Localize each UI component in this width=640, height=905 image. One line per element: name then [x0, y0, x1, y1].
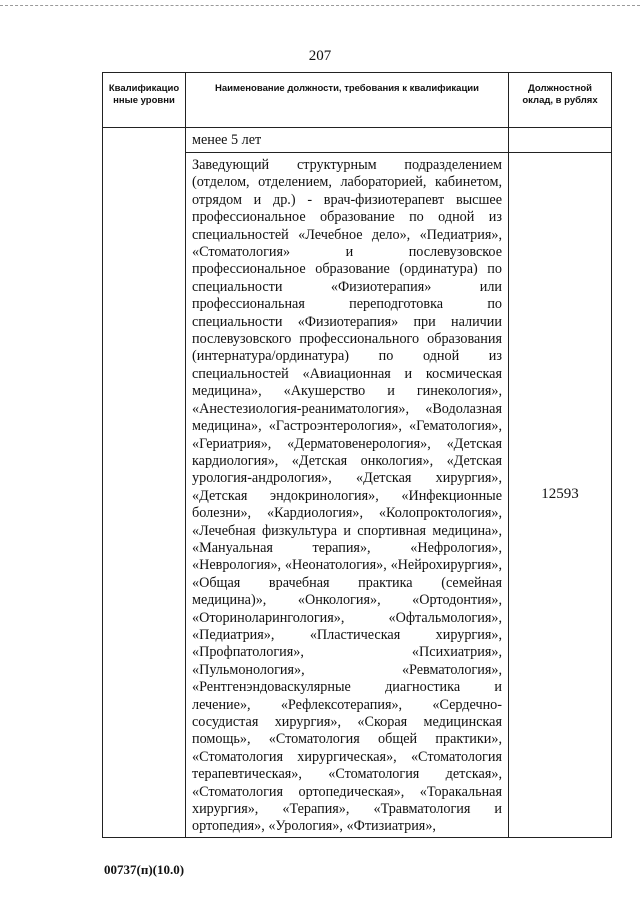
salary-cell — [509, 153, 612, 838]
requirements-text: Заведующий структурным подразделением (отделом, отделением, лабораторией, кабинетом, отрядом и др.) - врач-физиотерапевт высшее профессиональное образование по одной из специальностей «Лечебное дело», «Педиатрия», «Стоматология» и послевузовское профессиональное образование (ординатура) по специальности «Физиотерапия» или профессиональная переподготовка по специальности «Физиотерапия» при наличии послевузовского профессионального образования (интернатура/ординатура) по одной из специальностей «Авиационная и космическая медицина», «Акушерство и гинекология», «Анестезиология-реаниматология», «Водолазная медицина», «Гастроэнтерология», «Гематология», «Гериатрия», «Дерматовенерология», «Детская кардиология», «Детская онкология», «Детская урология-андрология», «Детская хирургия», «Детская эндокринология», «Инфекционные болезни», «Кардиология», «Колопроктология», «Лечебная физкультура и спортивная медицина», «Мануальная терапия», «Нефрология», «Неврология», «Неонатология», «Нейрохирургия», «Общая врачебная практика (семейная медицина)», «Онкология», «Ортодонтия», «Оториноларингология», «Офтальмология», «Педиатрия», «Пластическая хирургия», «Профпатология», «Психиатрия», «Пульмонология», «Ревматология», «Рентгенэндоваскулярные диагностика и лечение», «Рефлексотерапия», «Сердечно-сосудистая хирургия», «Скорая медицинская помощь», «Стоматология общей практики», «Стоматология хирургическая», «Стоматология терапевтическая», «Стоматология детская», «Стоматология ортопедическая», «Торакальная хирургия», «Терапия», «Травматология и ортопедия», «Урология», «Фтизиатрия», — [192, 157, 502, 835]
table-header-row — [103, 73, 612, 128]
salary-value: 12593 — [541, 486, 579, 503]
header-levels: Квалификацио нные уровни — [108, 83, 180, 106]
document-code: 00737(п)(10.0) — [104, 862, 185, 877]
table-row — [103, 128, 612, 153]
level-cell — [103, 128, 186, 838]
header-cell-position — [186, 73, 509, 128]
requirements-cell — [186, 128, 509, 153]
requirements-text: менее 5 лет — [192, 132, 262, 148]
requirements-cell — [186, 153, 509, 838]
header-cell-salary — [509, 73, 612, 128]
salary-cell — [509, 128, 612, 153]
header-salary: Должностной оклад, в рублях — [522, 83, 598, 106]
header-cell-levels — [103, 73, 186, 128]
header-position: Наименование должности, требования к квалификации — [215, 83, 479, 94]
page-number: 207 — [308, 48, 332, 64]
top-border-line — [0, 5, 640, 6]
qualification-table — [102, 72, 612, 838]
